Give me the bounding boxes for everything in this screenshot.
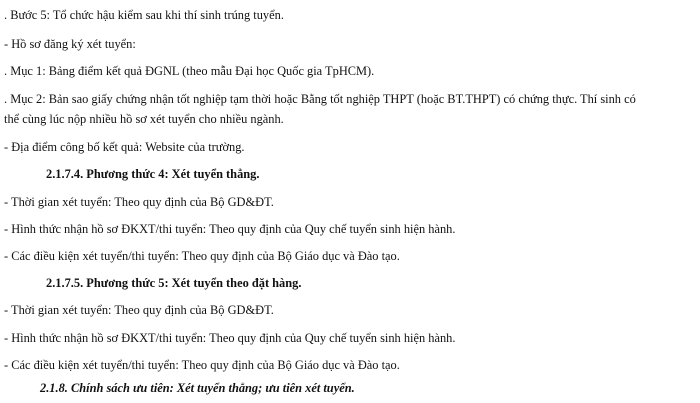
section-2-1-8-heading: 2.1.8. Chính sách ưu tiên: Xét tuyển thẳng; ưu tiên xét tuyển. xyxy=(40,381,355,395)
method-5-conditions-line: - Các điều kiện xét tuyển/thi tuyển: Theo quy định của Bộ Giáo dục và Đào tạo. xyxy=(4,358,400,372)
method-4-conditions-line: - Các điều kiện xét tuyển/thi tuyển: Theo quy định của Bộ Giáo dục và Đào tạo. xyxy=(4,249,400,263)
method-4-time-line: - Thời gian xét tuyển: Theo quy định của Bộ GD&ĐT. xyxy=(4,195,274,209)
section-2-1-7-5-heading: 2.1.7.5. Phương thức 5: Xét tuyển theo đặt hàng. xyxy=(46,276,302,290)
item-2-line: . Mục 2: Bản sao giấy chứng nhận tốt nghiệp tạm thời hoặc Bằng tốt nghiệp THPT (hoặc BT.THPT) có chứng thực. Thí sinh có xyxy=(4,92,636,106)
item-2-continuation-line: thể cùng lúc nộp nhiều hồ sơ xét tuyển cho nhiều ngành. xyxy=(4,112,284,126)
application-dossier-line: - Hồ sơ đăng ký xét tuyển: xyxy=(4,37,136,51)
method-5-form-line: - Hình thức nhận hồ sơ ĐKXT/thi tuyển: Theo quy định của Quy chế tuyển sinh hiện hành. xyxy=(4,331,456,345)
method-4-form-line: - Hình thức nhận hồ sơ ĐKXT/thi tuyển: Theo quy định của Quy chế tuyển sinh hiện hành. xyxy=(4,222,456,236)
item-1-line: . Mục 1: Bảng điểm kết quả ĐGNL (theo mẫu Đại học Quốc gia TpHCM). xyxy=(4,64,375,78)
method-5-time-line: - Thời gian xét tuyển: Theo quy định của Bộ GD&ĐT. xyxy=(4,303,274,317)
result-announcement-line: - Địa điểm công bố kết quả: Website của trường. xyxy=(4,140,245,154)
step-5-line: . Bước 5: Tổ chức hậu kiểm sau khi thí sinh trúng tuyển. xyxy=(4,8,284,22)
section-2-1-7-4-heading: 2.1.7.4. Phương thức 4: Xét tuyển thẳng. xyxy=(46,167,260,181)
